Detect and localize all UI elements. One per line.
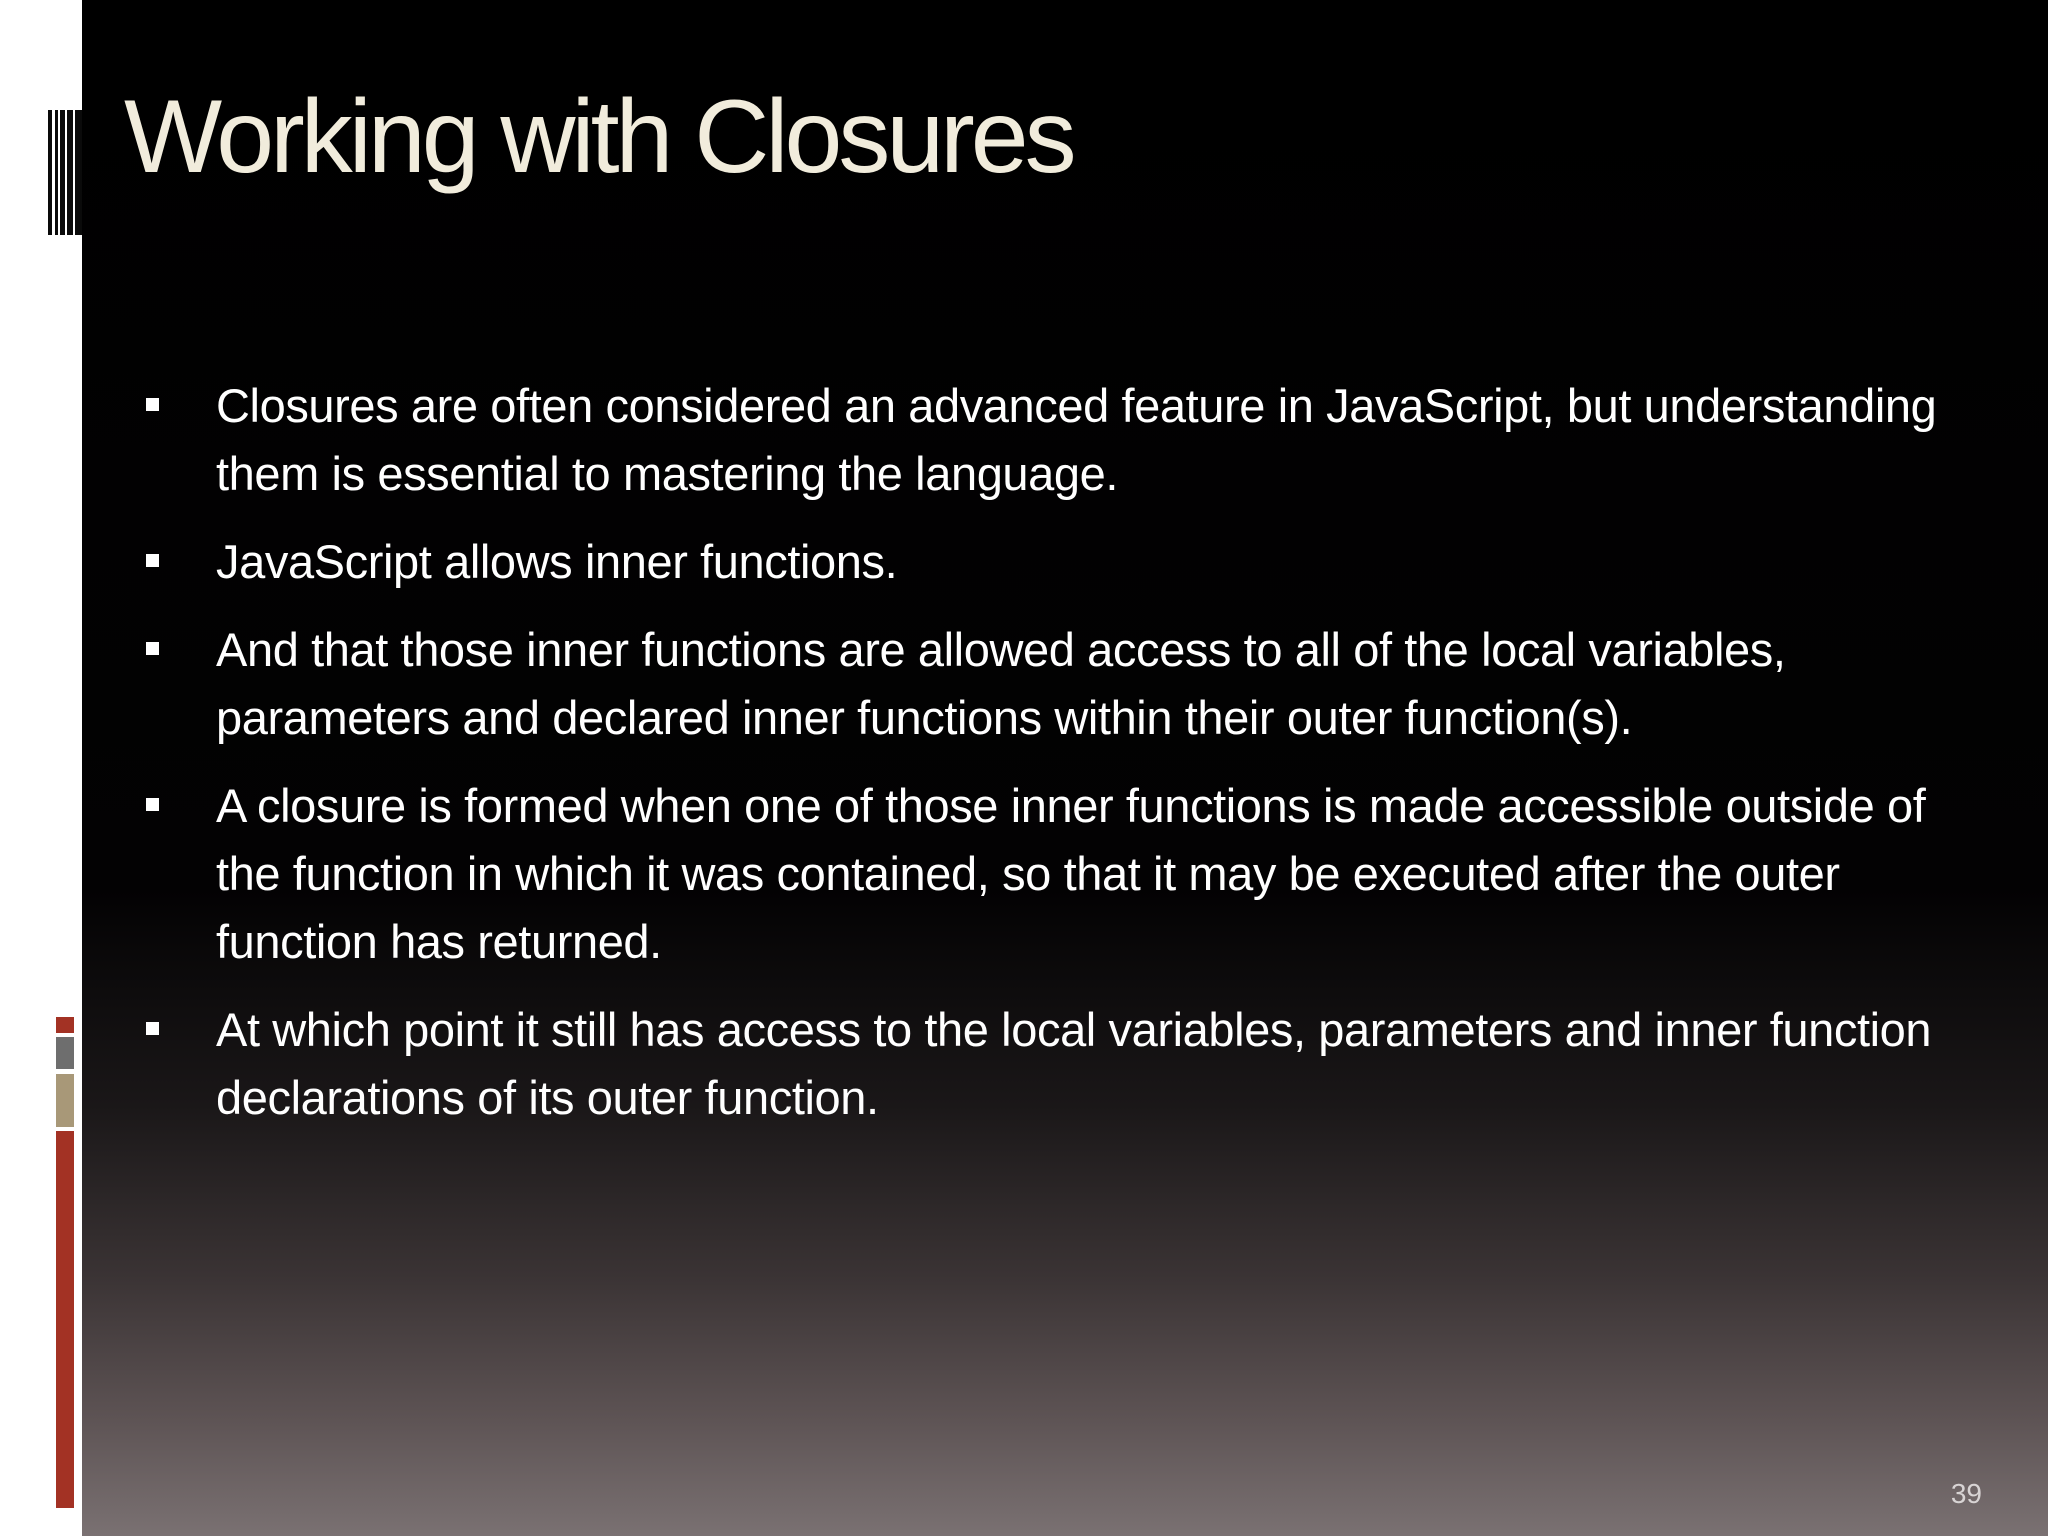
bullet-item (140, 616, 1940, 752)
square-bullet-icon (146, 642, 159, 655)
square-bullet-icon (146, 554, 159, 567)
square-bullet-icon (146, 1022, 159, 1035)
accent-bar-gray (56, 1037, 74, 1069)
bullet-item (140, 372, 1940, 508)
bullet-text: Closures are often considered an advanced feature in JavaScript, but understanding them is essential to mastering the language. (216, 379, 1937, 500)
bullet-item (140, 996, 1940, 1132)
accent-bar-red-long (56, 1131, 74, 1508)
square-bullet-icon (146, 398, 159, 411)
bullet-item (140, 772, 1940, 976)
bullet-text: A closure is formed when one of those inner functions is made accessible outside of the function in which it was contained, so that it may be executed after the outer function has returned. (216, 779, 1926, 968)
decorative-bar (75, 110, 82, 235)
bullet-text: At which point it still has access to the local variables, parameters and inner function declarations of its outer function. (216, 1003, 1932, 1124)
decorative-bar (55, 110, 58, 235)
bullet-text: JavaScript allows inner functions. (216, 535, 898, 588)
bullet-item (140, 528, 1940, 596)
slide-number: 39 (1950, 1478, 1982, 1509)
decorative-bar (48, 110, 52, 235)
bullet-list (140, 372, 1940, 1152)
accent-bar-tan (56, 1074, 74, 1127)
square-bullet-icon (146, 798, 159, 811)
slide-title: Working with Closures (124, 79, 1073, 195)
accent-bar-red-small (56, 1017, 74, 1033)
decorative-bar (60, 110, 65, 235)
decorative-bar (67, 110, 73, 235)
bullet-text: And that those inner functions are allowed access to all of the local variables, parameters and declared inner functions within their outer function(s). (216, 623, 1786, 744)
